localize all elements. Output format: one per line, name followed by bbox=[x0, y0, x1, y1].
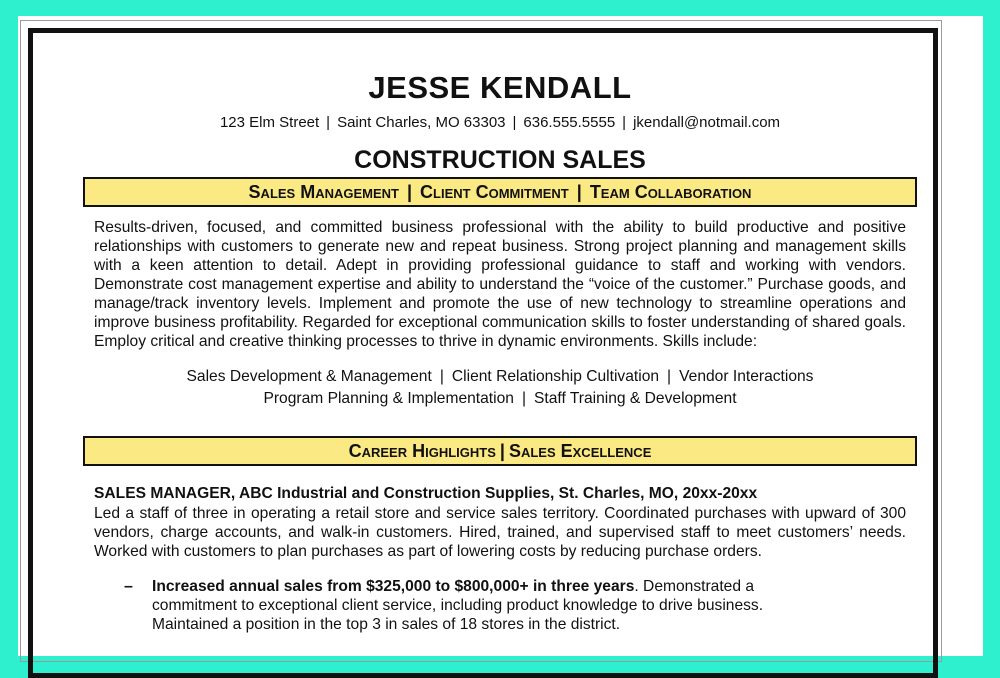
competencies-band bbox=[83, 177, 917, 207]
contact-phone: 636.555.5555 bbox=[523, 114, 616, 131]
skill-separator: | bbox=[439, 368, 444, 385]
skill-item: Vendor Interactions bbox=[679, 368, 814, 385]
job-description: Led a staff of three in operating a retail store and service sales territory. Coordinated purchases with upward of 300 vendors, charge accounts, and walk-in customers. Hired, trained, and supervised staff to meet customers’ needs. Worked with customers to plan purchases as part of lowering costs by reducing purchase orders. bbox=[94, 505, 906, 560]
bullet-marker: – bbox=[124, 578, 133, 595]
highlights-separator: | bbox=[499, 441, 505, 461]
contact-street: 123 Elm Street bbox=[219, 114, 320, 131]
skills-line bbox=[0, 368, 1000, 386]
competency-separator: | bbox=[576, 182, 582, 202]
career-highlights-band bbox=[83, 436, 917, 466]
achievement-text: . Demonstrated a commitment to exceptional client service, including product knowledge to drive business. Maintained a position in the top 3 in sales of 18 stores in the district. bbox=[152, 578, 764, 633]
skill-item: Staff Training & Development bbox=[534, 390, 737, 407]
contact-separator: | bbox=[512, 114, 517, 131]
skill-item: Client Relationship Cultivation bbox=[451, 368, 660, 385]
skill-item: Program Planning & Implementation bbox=[263, 390, 514, 407]
skill-separator: | bbox=[521, 390, 526, 407]
contact-separator: | bbox=[326, 114, 331, 131]
contact-separator: | bbox=[622, 114, 627, 131]
competency-item: Team Collaboration bbox=[589, 182, 752, 202]
achievement-bullet bbox=[152, 577, 812, 634]
contact-line bbox=[0, 114, 1000, 131]
contact-city: Saint Charles, MO 63303 bbox=[337, 114, 506, 131]
highlights-heading-left: Career Highlights bbox=[348, 441, 496, 461]
competency-item: Client Commitment bbox=[420, 182, 569, 202]
job-title: SALES MANAGER, ABC Industrial and Construction Supplies, St. Charles, MO, 20xx-20xx bbox=[94, 485, 758, 502]
candidate-name: JESSE KENDALL bbox=[368, 70, 632, 105]
skills-line bbox=[0, 390, 1000, 408]
skill-separator: | bbox=[667, 368, 672, 385]
competency-item: Sales Management bbox=[248, 182, 399, 202]
achievement-lead: Increased annual sales from $325,000 to $800,000+ in three years bbox=[152, 578, 635, 595]
competency-separator: | bbox=[407, 182, 413, 202]
resume-headline: CONSTRUCTION SALES bbox=[354, 146, 646, 174]
highlights-heading-right: Sales Excellence bbox=[508, 441, 652, 461]
contact-email: jkendall@notmail.com bbox=[633, 114, 781, 131]
skill-item: Sales Development & Management bbox=[186, 368, 432, 385]
summary-paragraph: Results-driven, focused, and committed business professional with the ability to build productive and positive relationships with customers to generate new and repeat business. Strong project planning and management skills with a keen attention to detail. Adept in providing professional guidance to staff and working with vendors. Demonstrate cost management expertise and ability to understand the “voice of the customer.” Purchase goods, and manage/track inventory levels. Implement and promote the use of new technology to streamline operations and improve business profitability. Regarded for exceptional communication skills to foster understanding of shared goals. Employ critical and creative thinking processes to thrive in dynamic environments. Skills include: bbox=[94, 219, 906, 350]
